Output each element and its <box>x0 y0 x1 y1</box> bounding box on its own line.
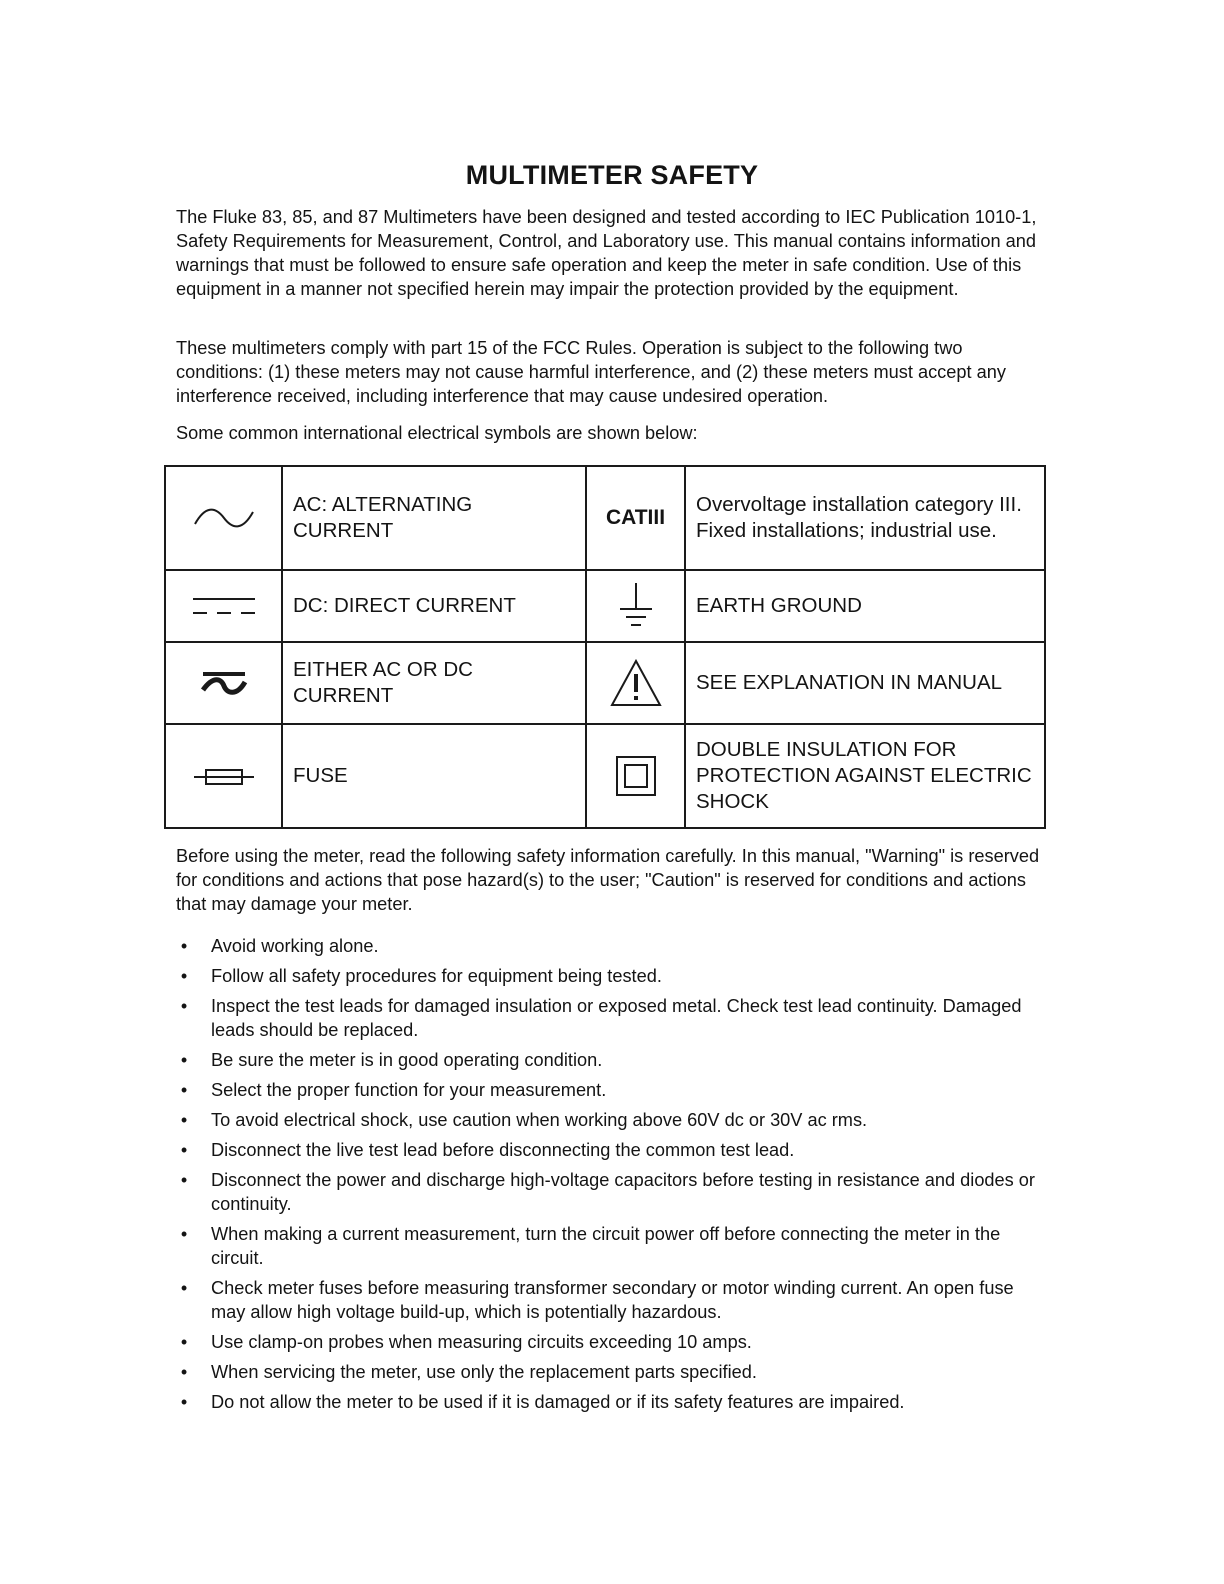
list-item <box>176 1108 1046 1132</box>
list-item-text: To avoid electrical shock, use caution when working above 60V dc or 30V ac rms. <box>211 1110 868 1130</box>
intro-paragraph: The Fluke 83, 85, and 87 Multimeters have been designed and tested according to IEC Publication 1010-1, Safety Requirements for Measurement, Control, and Laboratory use. This manual contains information and warnings that must be followed to ensure safe operation and keep the meter in safe condition. Use of this equipment in a manner not specified herein may impair the protection provided by the equipment. <box>176 207 1037 299</box>
bullet-icon: • <box>180 1110 188 1130</box>
bullet-icon: • <box>180 1362 188 1382</box>
list-item-text: Follow all safety procedures for equipment being tested. <box>211 966 662 986</box>
symbol-cell <box>165 724 282 828</box>
bullet-icon: • <box>180 966 188 986</box>
symbols-intro-paragraph: Some common international electrical symbols are shown below: <box>176 423 698 443</box>
bullet-icon: • <box>180 1050 188 1070</box>
symbol-description: EITHER AC OR DC CURRENT <box>282 642 586 724</box>
ac-dc-icon <box>199 668 249 698</box>
symbol-description: FUSE <box>282 724 586 828</box>
page-title: MULTIMETER SAFETY <box>465 160 759 190</box>
dc-line-icon <box>189 591 259 621</box>
list-item-text: Select the proper function for your measurement. <box>211 1080 607 1100</box>
list-item-text: When making a current measurement, turn the circuit power off before connecting the meter in the circuit. <box>211 1224 1001 1268</box>
symbols-table <box>164 465 1046 829</box>
symbol-description: Overvoltage installation category III. Fixed installations; industrial use. <box>685 466 1045 570</box>
list-item <box>176 1078 1046 1102</box>
earth-ground-icon <box>616 581 656 631</box>
bullet-icon: • <box>180 1170 188 1190</box>
safety-bullet-list <box>176 934 1046 1420</box>
list-item-text: Use clamp-on probes when measuring circuits exceeding 10 amps. <box>211 1332 752 1352</box>
symbol-cell <box>586 724 685 828</box>
list-item <box>176 1330 1046 1354</box>
list-item <box>176 1168 1046 1216</box>
list-item <box>176 1222 1046 1270</box>
fcc-paragraph: These multimeters comply with part 15 of the FCC Rules. Operation is subject to the following two conditions: (1) these meters may not cause harmful interference, and (2) these meters must accept any interference received, including interference that may cause undesired operation. <box>176 338 1006 406</box>
list-item <box>176 1390 1046 1414</box>
list-item <box>176 1048 1046 1072</box>
list-item <box>176 1360 1046 1384</box>
symbols-table-row <box>165 642 1045 724</box>
symbol-cell <box>586 642 685 724</box>
warning-triangle-icon <box>609 658 663 708</box>
symbols-table-row <box>165 724 1045 828</box>
bullet-icon: • <box>180 1140 188 1160</box>
list-item-text: Avoid working alone. <box>211 936 379 956</box>
list-item <box>176 1138 1046 1162</box>
symbol-cell <box>165 466 282 570</box>
list-item-text: Disconnect the live test lead before disconnecting the common test lead. <box>211 1140 795 1160</box>
list-item-text: Be sure the meter is in good operating condition. <box>211 1050 603 1070</box>
symbol-description: DOUBLE INSULATION FOR PROTECTION AGAINST ELECTRIC SHOCK <box>685 724 1045 828</box>
bullet-icon: • <box>180 1332 188 1352</box>
list-item-text: Disconnect the power and discharge high-voltage capacitors before testing in resistance and diodes or continuity. <box>211 1170 1035 1214</box>
symbols-table-row <box>165 570 1045 642</box>
list-item-text: Check meter fuses before measuring transformer secondary or motor winding current. An open fuse may allow high voltage build-up, which is potentially hazardous. <box>211 1278 1014 1322</box>
bullet-icon: • <box>180 1224 188 1244</box>
symbols-table-row <box>165 466 1045 570</box>
list-item <box>176 964 1046 988</box>
bullet-icon: • <box>180 1278 188 1298</box>
symbol-description: AC: ALTERNATING CURRENT <box>282 466 586 570</box>
double-insulation-icon <box>613 753 659 799</box>
symbol-description: DC: DIRECT CURRENT <box>282 570 586 642</box>
list-item-text: When servicing the meter, use only the replacement parts specified. <box>211 1362 757 1382</box>
list-item-text: Do not allow the meter to be used if it is damaged or if its safety features are impaired. <box>211 1392 905 1412</box>
bullet-icon: • <box>180 936 188 956</box>
list-item-text: Inspect the test leads for damaged insulation or exposed metal. Check test lead continuity. Damaged leads should be replaced. <box>211 996 1022 1040</box>
symbol-description: SEE EXPLANATION IN MANUAL <box>685 642 1045 724</box>
symbol-description: EARTH GROUND <box>685 570 1045 642</box>
symbol-cell <box>165 570 282 642</box>
catiii-text-symbol: CATIII <box>586 466 685 570</box>
list-item <box>176 1276 1046 1324</box>
ac-sine-wave-icon <box>189 498 259 538</box>
list-item <box>176 934 1046 958</box>
fuse-icon <box>192 765 256 789</box>
bullet-icon: • <box>180 996 188 1016</box>
list-item <box>176 994 1046 1042</box>
symbol-cell <box>586 570 685 642</box>
before-using-paragraph: Before using the meter, read the following safety information carefully. In this manual, "Warning" is reserved for conditions and actions that pose hazard(s) to the user; "Caution" is reserved for conditions and actions that may damage your meter. <box>176 846 1040 914</box>
bullet-icon: • <box>180 1080 188 1100</box>
bullet-icon: • <box>180 1392 188 1412</box>
symbol-cell <box>165 642 282 724</box>
